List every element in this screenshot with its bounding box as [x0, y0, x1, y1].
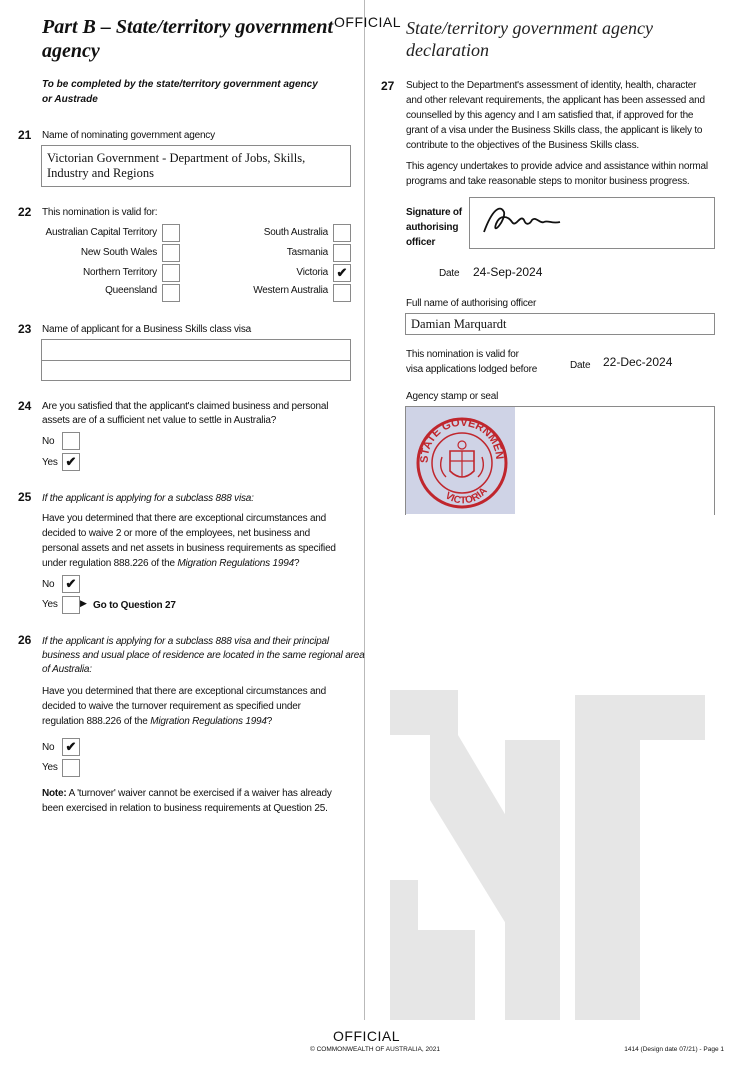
question-number-27: 27 — [381, 79, 395, 93]
fullname-field[interactable] — [405, 313, 715, 335]
q26-condition-line2: business and usual place of residence are located in the same regional area — [42, 650, 365, 661]
valid-until-date-value: 22-Dec-2024 — [603, 355, 673, 369]
option-nsw-label: New South Wales — [80, 247, 157, 258]
nominating-agency-field[interactable] — [41, 145, 351, 187]
signature-box[interactable] — [469, 197, 715, 249]
q25-yes-label: Yes — [42, 599, 58, 610]
checkmark-icon: ✔ — [65, 576, 77, 591]
option-sa-label: South Australia — [263, 227, 328, 238]
q26-condition-line1: If the applicant is applying for a subclass 888 visa and their principal — [42, 636, 329, 647]
q24-no-label: No — [42, 436, 55, 447]
q26-line2: decided to waive the turnover requirement as specified under — [42, 701, 301, 712]
q27-p1-line4: grant of a visa under the Business Skills class, the applicant is likely to — [406, 125, 703, 136]
option-nsw-checkbox[interactable] — [162, 244, 180, 262]
q25-no-checkbox[interactable] — [62, 575, 80, 593]
q27-p1-line2: and other relevant requirements, the applicant has been assessed and — [406, 95, 705, 106]
option-act-checkbox[interactable] — [162, 224, 180, 242]
q25-yes-checkbox[interactable] — [62, 596, 80, 614]
q24-yes-label: Yes — [42, 457, 58, 468]
question-number-22: 22 — [18, 205, 32, 219]
applicant-name-field-line1[interactable] — [41, 339, 351, 361]
option-qld-label: Queensland — [105, 285, 157, 296]
question-number-25: 25 — [18, 490, 32, 504]
valid-until-date-label: Date — [570, 360, 591, 371]
part-title-line2: agency — [42, 40, 100, 62]
q26-line3: regulation 888.226 of the Migration Regulations 1994? — [42, 716, 273, 727]
q26-condition-line3: of Australia: — [42, 664, 92, 675]
checkmark-icon: ✔ — [336, 265, 348, 280]
q27-p1-line3: counselled by this agency and I am satisfied that, if approved for the — [406, 110, 694, 121]
q25-line2: decided to waive 2 or more of the employees, net business and — [42, 528, 310, 539]
option-nt-label: Northern Territory — [82, 267, 157, 278]
copyright-text: © COMMONWEALTH OF AUSTRALIA, 2021 — [310, 1046, 440, 1053]
valid-until-line1: This nomination is valid for — [406, 349, 519, 360]
option-wa-checkbox[interactable] — [333, 284, 351, 302]
q24-yes-checkbox[interactable] — [62, 453, 80, 471]
q25-condition: If the applicant is applying for a subclass 888 visa: — [42, 493, 254, 504]
q21-label: Name of nominating government agency — [42, 130, 215, 141]
q23-label: Name of applicant for a Business Skills class visa — [42, 324, 251, 335]
page-reference: 1414 (Design date 07/21) - Page 1 — [624, 1046, 724, 1053]
nominating-agency-line1: Victorian Government - Department of Jobs, Skills, — [47, 151, 306, 165]
official-marking-top: OFFICIAL — [334, 14, 402, 30]
option-sa-checkbox[interactable] — [333, 224, 351, 242]
option-tas-label: Tasmania — [286, 247, 328, 258]
q25-goto-text: Go to Question 27 — [93, 600, 176, 611]
signature-label-line1: Signature of — [406, 207, 462, 218]
signature-date-value: 24-Sep-2024 — [473, 265, 543, 279]
applicant-name-field-line2[interactable] — [41, 360, 351, 381]
declaration-title-line1: State/territory government agency — [406, 18, 653, 38]
q27-p1-line5: contribute to the objectives of the Business Skills class. — [406, 140, 639, 151]
option-vic-label: Victoria — [296, 267, 328, 278]
option-nt-checkbox[interactable] — [162, 264, 180, 282]
intro-line2: or Austrade — [42, 94, 98, 105]
valid-until-line2: visa applications lodged before — [406, 364, 538, 375]
q26-note-line1: Note: A 'turnover' waiver cannot be exercised if a waiver has already — [42, 788, 332, 799]
q22-label: This nomination is valid for: — [42, 207, 158, 218]
q25-line4: under regulation 888.226 of the Migration Regulations 1994? — [42, 558, 300, 569]
stamp-image — [406, 407, 515, 514]
option-act-label: Australian Capital Territory — [45, 227, 157, 238]
q27-p2-line2: programs and take reasonable steps to monitor business progress. — [406, 176, 690, 187]
option-tas-checkbox[interactable] — [333, 244, 351, 262]
q24-line1: Are you satisfied that the applicant's claimed business and personal — [42, 401, 329, 412]
question-number-23: 23 — [18, 322, 32, 336]
part-title-line1: Part B – State/territory government — [42, 16, 334, 38]
q25-no-label: No — [42, 579, 55, 590]
fullname-value: Damian Marquardt — [411, 317, 507, 331]
column-divider — [364, 0, 365, 1020]
signature-label-line3: officer — [406, 237, 436, 248]
signature-image — [478, 202, 568, 242]
checkmark-icon: ✔ — [65, 454, 77, 469]
q25-line1: Have you determined that there are exceptional circumstances and — [42, 513, 327, 524]
q26-no-label: No — [42, 742, 55, 753]
question-number-21: 21 — [18, 128, 32, 142]
question-number-26: 26 — [18, 633, 32, 647]
q26-yes-checkbox[interactable] — [62, 759, 80, 777]
signature-date-label: Date — [439, 268, 460, 279]
intro-line1: To be completed by the state/territory government agency — [42, 79, 318, 90]
arrow-right-icon: ▶ — [80, 598, 87, 608]
option-qld-checkbox[interactable] — [162, 284, 180, 302]
question-number-24: 24 — [18, 399, 32, 413]
q27-p1-line1: Subject to the Department's assessment of identity, health, character — [406, 80, 697, 91]
q26-line1: Have you determined that there are exceptional circumstances and — [42, 686, 327, 697]
q27-p2-line1: This agency undertakes to provide advice and assistance within normal — [406, 161, 708, 172]
q25-line3: personal assets and net assets in business requirements as specified — [42, 543, 336, 554]
nominating-agency-line2: Industry and Regions — [47, 166, 154, 180]
watermark-logo — [390, 690, 720, 1020]
q24-line2: assets are of a sufficient net value to settle in Australia? — [42, 415, 277, 426]
official-marking-bottom: OFFICIAL — [333, 1028, 401, 1044]
q26-no-checkbox[interactable] — [62, 738, 80, 756]
option-wa-label: Western Australia — [253, 285, 328, 296]
checkmark-icon: ✔ — [65, 739, 77, 754]
stamp-text-top: STATE GOVERNMEN — [418, 416, 506, 464]
option-vic-checkbox[interactable] — [333, 264, 351, 282]
q26-note-line2: been exercised in relation to business requirements at Question 25. — [42, 803, 328, 814]
fullname-label: Full name of authorising officer — [406, 298, 537, 309]
q26-yes-label: Yes — [42, 762, 58, 773]
q24-no-checkbox[interactable] — [62, 432, 80, 450]
declaration-title-line2: declaration — [406, 40, 489, 60]
stamp-label: Agency stamp or seal — [406, 391, 499, 402]
signature-label-line2: authorising — [406, 222, 459, 233]
stamp-text-bottom: VICTORIA — [443, 485, 490, 507]
